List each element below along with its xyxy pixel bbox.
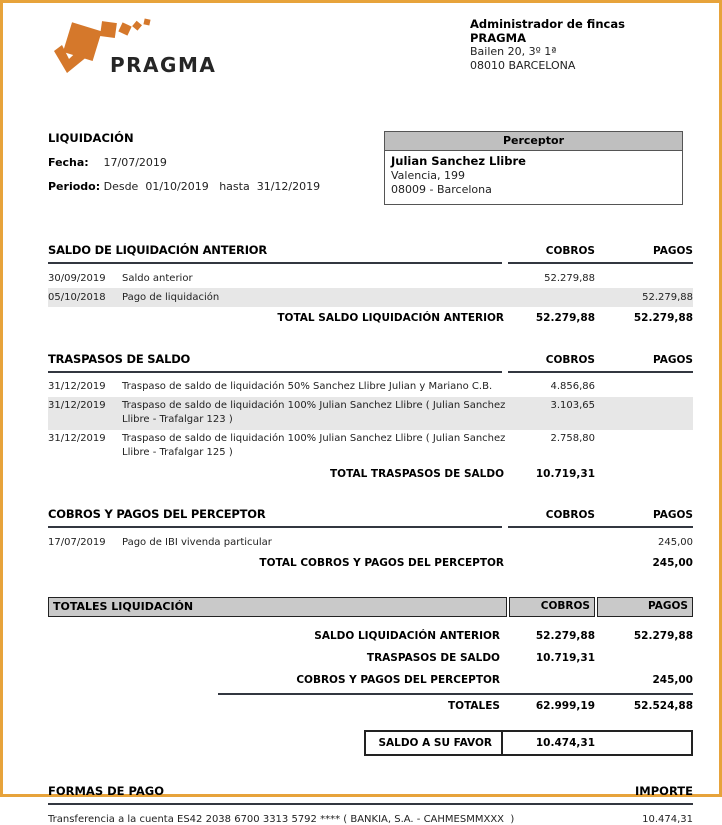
table-row <box>48 430 693 463</box>
pragma-logo-icon <box>50 17 250 79</box>
total-cobros: 52.279,88 <box>535 312 595 324</box>
total-label: TOTAL SALDO LIQUIDACIÓN ANTERIOR <box>277 312 504 324</box>
total-pagos <box>595 467 693 481</box>
totales-row <box>48 669 693 691</box>
section-title: SALDO DE LIQUIDACIÓN ANTERIOR <box>48 243 502 264</box>
total-pagos: 52.279,88 <box>633 312 693 324</box>
section-saldo-anterior <box>48 243 693 328</box>
table-row <box>48 288 693 307</box>
row-date: 31/12/2019 <box>48 381 106 392</box>
row-pagos: 245,00 <box>658 536 693 548</box>
row-cobros: 4.856,86 <box>550 381 595 392</box>
perceptor-name: Julian Sanchez Llibre <box>391 154 526 168</box>
row-cobros <box>508 536 595 550</box>
pagos-column-header: PAGOS <box>653 245 693 257</box>
row-pagos <box>595 380 693 394</box>
perceptor-address: 08009 - Barcelona <box>391 183 492 196</box>
pagos-column-header: PAGOS <box>653 509 693 521</box>
totales-row-label: SALDO LIQUIDACIÓN ANTERIOR <box>314 629 500 642</box>
row-pagos: 52.279,88 <box>642 291 693 303</box>
row-description: Saldo anterior <box>122 272 193 284</box>
section-totales-liquidacion <box>48 597 693 756</box>
totales-row <box>48 647 693 669</box>
saldo-a-su-favor-box <box>364 730 693 756</box>
pagos-column-header: PAGOS <box>597 597 693 617</box>
total-label: TOTAL COBROS Y PAGOS DEL PERCEPTOR <box>259 557 504 569</box>
column-headers <box>508 507 693 528</box>
admin-line: Bailen 20, 3º 1ª <box>470 45 557 58</box>
cobros-column-header: COBROS <box>545 509 595 521</box>
row-description: Traspaso de saldo de liquidación 100% Julian Sanchez Llibre ( Julian Sanchez Llibre - Trafalgar 123 ) <box>122 400 506 425</box>
totales-grand-pagos: 52.524,88 <box>633 699 693 712</box>
perceptor-address: Valencia, 199 <box>391 168 466 182</box>
totales-row-cobros: 52.279,88 <box>535 629 595 642</box>
row-date: 31/12/2019 <box>48 433 106 444</box>
section-header <box>48 507 693 528</box>
row-cobros: 2.758,80 <box>550 433 595 444</box>
perceptor-details <box>385 151 682 204</box>
totales-row-pagos: 52.279,88 <box>633 629 693 642</box>
totales-row-label: COBROS Y PAGOS DEL PERCEPTOR <box>296 673 500 686</box>
admin-line: PRAGMA <box>470 31 526 45</box>
formas-header <box>48 784 693 805</box>
row-cobros: 3.103,65 <box>550 400 595 411</box>
totales-grand-cobros: 62.999,19 <box>535 699 595 712</box>
admin-line: 08010 BARCELONA <box>470 59 576 72</box>
row-date: 30/09/2019 <box>48 272 106 284</box>
totales-row-cobros <box>508 673 595 687</box>
formas-description: Transferencia a la cuenta ES42 2038 6700 3313 5792 **** ( BANKIA, S.A. - CAHMESMMXXX ) <box>48 813 515 825</box>
pagos-column-header: PAGOS <box>653 353 693 366</box>
formas-row <box>48 814 693 825</box>
document-header <box>48 17 693 113</box>
fecha-value: 17/07/2019 <box>103 156 167 169</box>
totales-grand-total-row <box>48 695 693 717</box>
row-description: Traspaso de saldo de liquidación 50% Sanchez Llibre Julian y Mariano C.B. <box>122 381 493 392</box>
total-cobros <box>508 556 595 570</box>
pragma-logo <box>50 17 250 79</box>
section-total-row <box>48 552 693 573</box>
perceptor-header: Perceptor <box>385 132 682 151</box>
admin-line: Administrador de fincas <box>470 17 625 31</box>
row-description: Pago de liquidación <box>122 291 220 303</box>
section-traspasos <box>48 352 693 484</box>
row-pagos <box>595 432 693 460</box>
cobros-column-header: COBROS <box>509 597 595 617</box>
totales-grand-label: TOTALES <box>448 699 500 712</box>
cobros-column-header: COBROS <box>545 245 595 257</box>
formas-title: FORMAS DE PAGO <box>48 783 165 798</box>
formas-importe: 10.474,31 <box>642 813 693 825</box>
periodo-label: Periodo: <box>48 180 101 193</box>
liquidacion-title: LIQUIDACIÓN <box>48 131 134 145</box>
totales-row-pagos <box>595 651 693 665</box>
row-pagos <box>595 272 693 286</box>
section-cobros-pagos-perceptor <box>48 507 693 573</box>
totales-row-label: TRASPASOS DE SALDO <box>366 651 500 664</box>
total-pagos: 245,00 <box>652 557 693 569</box>
liquidacion-info <box>48 131 320 215</box>
section-total-row <box>48 307 693 328</box>
row-description: Traspaso de saldo de liquidación 100% Julian Sanchez Llibre ( Julian Sanchez Llibre - Trafalgar 125 ) <box>122 433 506 458</box>
logo-text: PRAGMA <box>110 53 217 77</box>
table-row <box>48 533 693 552</box>
row-date: 17/07/2019 <box>48 536 106 548</box>
fecha-label: Fecha: <box>48 156 89 169</box>
row-pagos <box>595 399 693 427</box>
info-row <box>48 131 693 215</box>
importe-column-header: IMPORTE <box>635 783 693 798</box>
table-row <box>48 269 693 288</box>
table-row <box>48 378 693 397</box>
totales-title: TOTALES LIQUIDACIÓN <box>48 597 507 617</box>
totales-row <box>48 625 693 647</box>
section-title: TRASPASOS DE SALDO <box>48 352 502 373</box>
saldo-label: SALDO A SU FAVOR <box>366 732 503 754</box>
total-label: TOTAL TRASPASOS DE SALDO <box>330 467 504 480</box>
column-headers <box>508 243 693 264</box>
saldo-value: 10.474,31 <box>535 736 595 749</box>
section-header <box>48 243 693 264</box>
section-header <box>48 352 693 373</box>
row-date: 05/10/2018 <box>48 291 106 303</box>
section-title: COBROS Y PAGOS DEL PERCEPTOR <box>48 507 502 528</box>
cobros-column-header: COBROS <box>545 353 595 366</box>
row-date: 31/12/2019 <box>48 400 106 411</box>
row-cobros: 52.279,88 <box>544 272 595 284</box>
row-description: Pago de IBI vivenda particular <box>122 536 272 548</box>
totales-header-bar <box>48 597 693 617</box>
totales-row-cobros: 10.719,31 <box>535 651 595 664</box>
table-row <box>48 397 693 430</box>
administrator-address <box>470 17 625 73</box>
totales-row-pagos: 245,00 <box>652 673 693 686</box>
periodo-value: Desde 01/10/2019 hasta 31/12/2019 <box>103 180 321 193</box>
column-headers <box>508 352 693 373</box>
section-total-row <box>48 463 693 484</box>
section-formas-de-pago <box>48 784 693 825</box>
row-cobros <box>508 291 595 305</box>
perceptor-box <box>384 131 683 205</box>
total-cobros: 10.719,31 <box>535 467 595 480</box>
